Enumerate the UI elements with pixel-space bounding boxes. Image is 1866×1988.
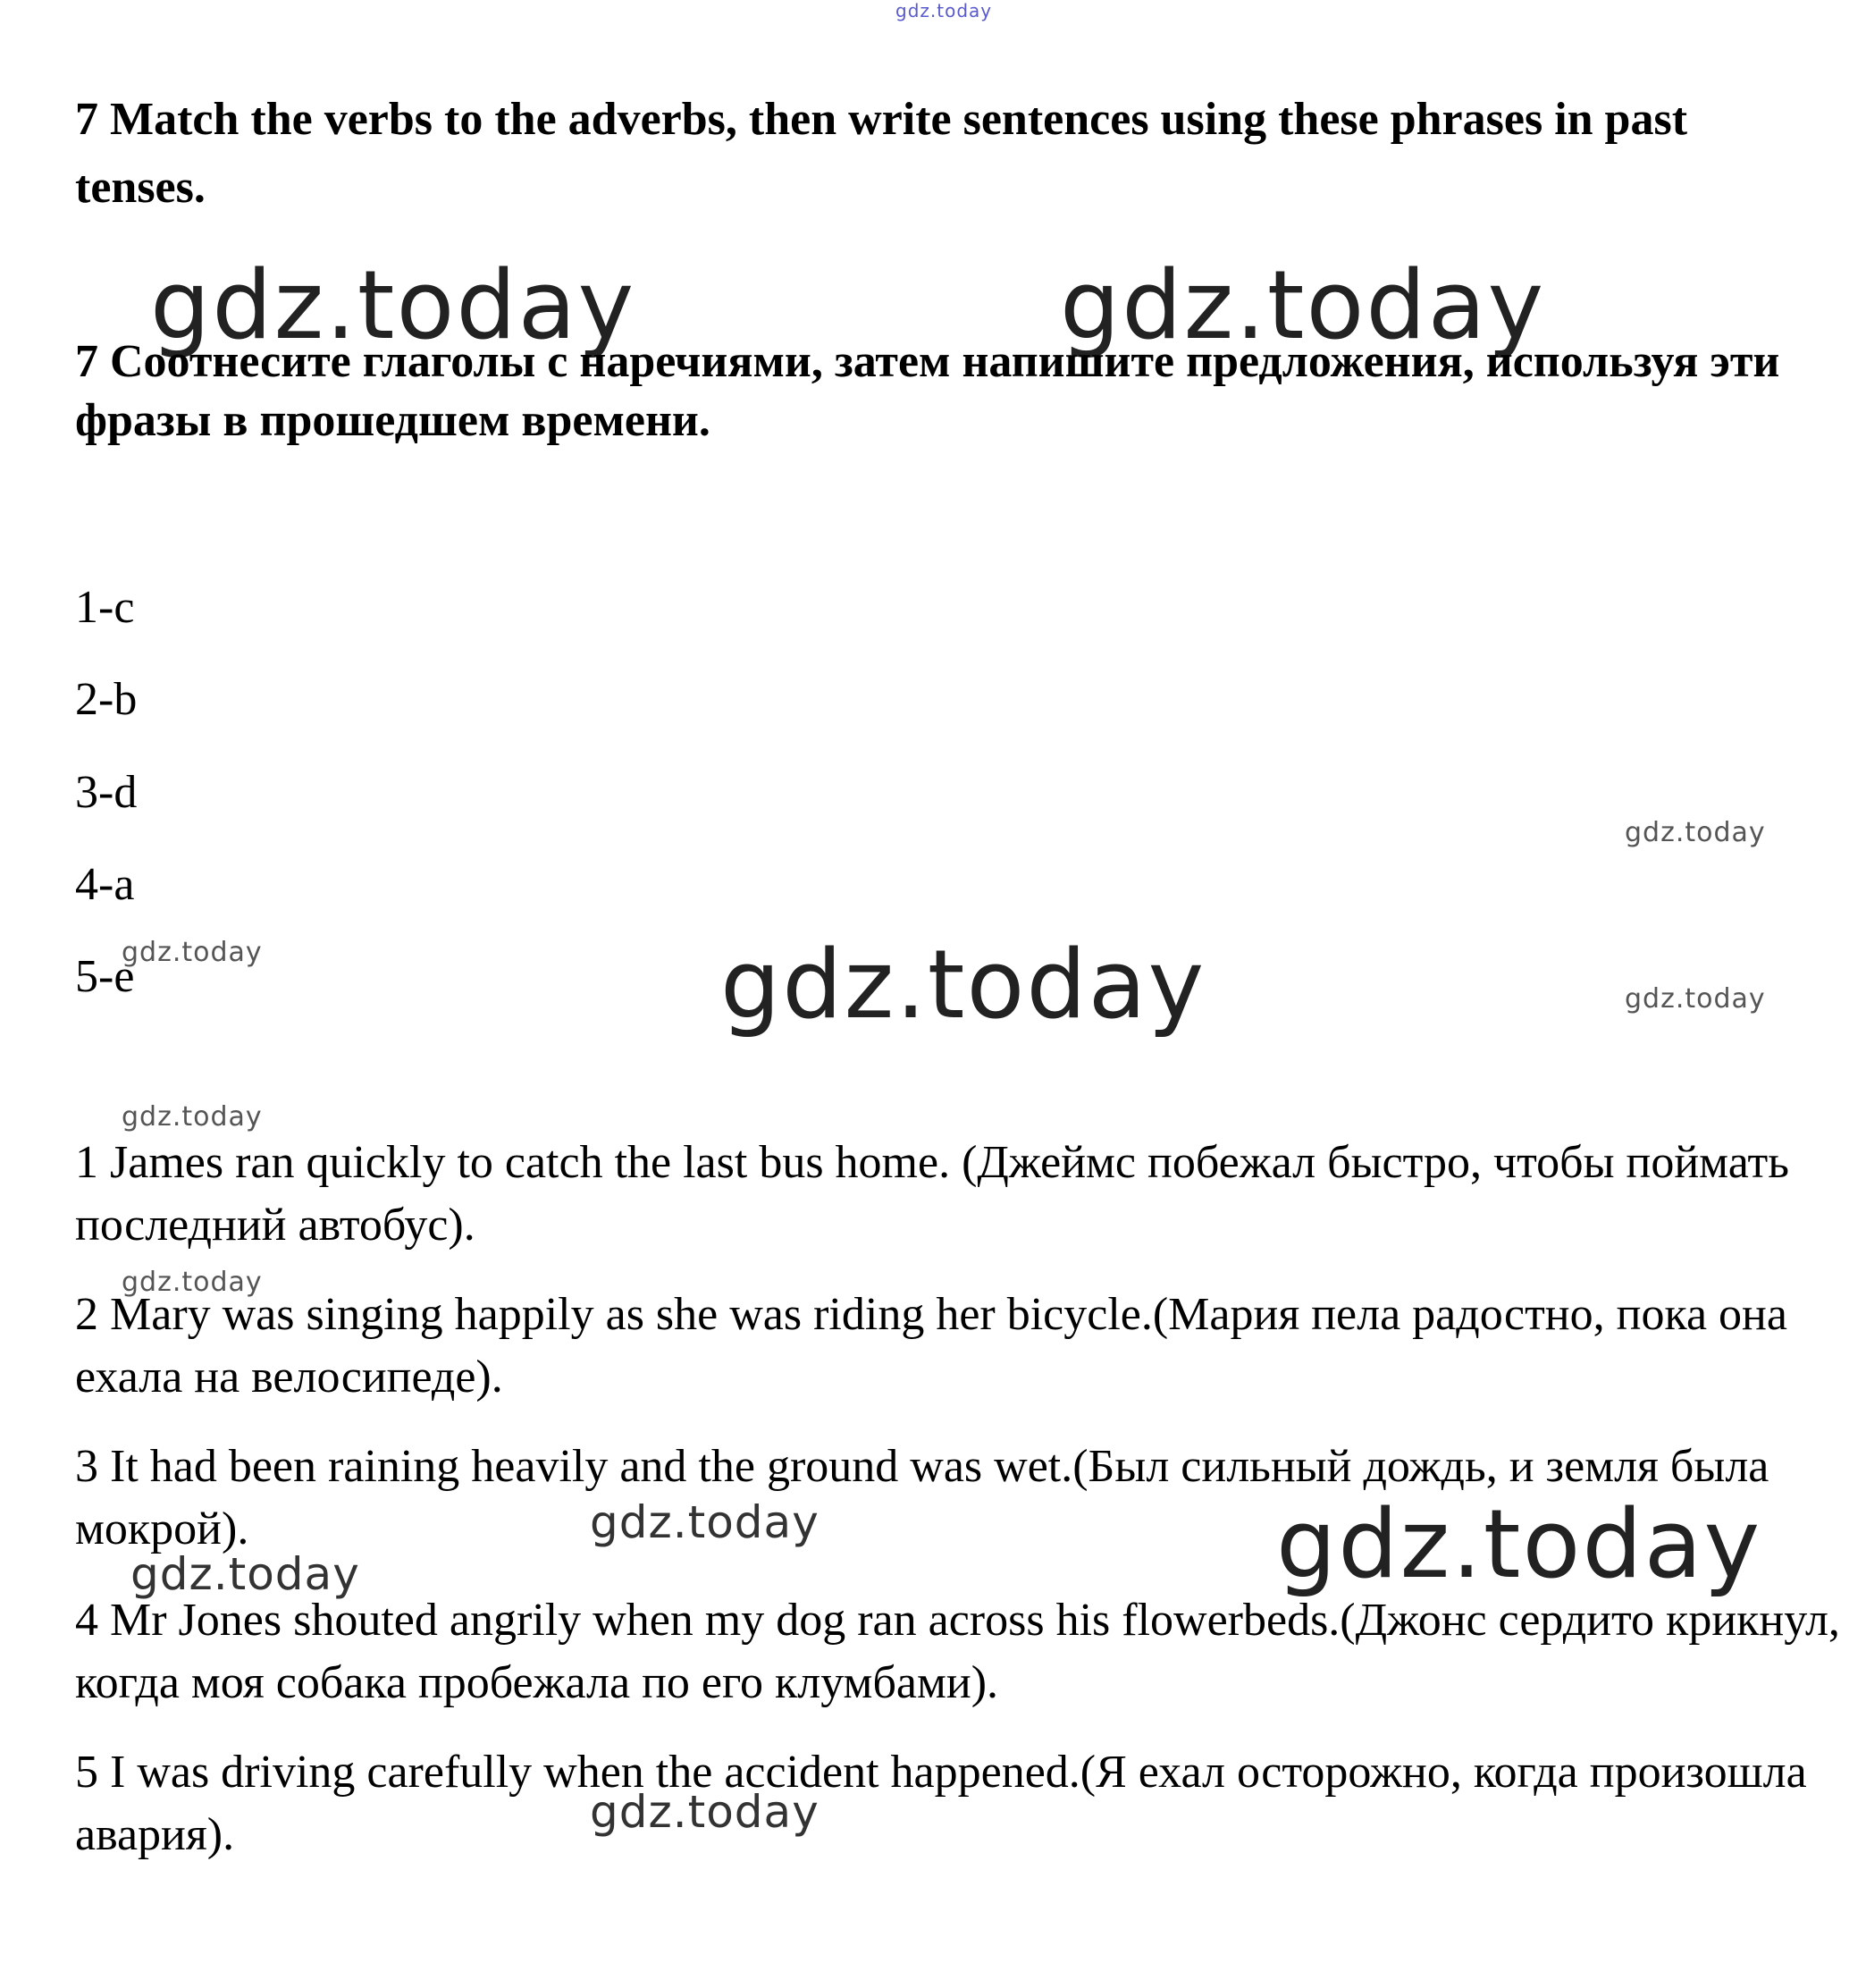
watermark-large: gdz.today bbox=[1060, 250, 1546, 360]
watermark-medium: gdz.today bbox=[130, 1548, 360, 1600]
watermark-small: gdz.today bbox=[1625, 983, 1766, 1015]
watermark-medium: gdz.today bbox=[590, 1786, 820, 1838]
watermark-small: gdz.today bbox=[122, 937, 263, 968]
watermark-small: gdz.today bbox=[1625, 817, 1766, 848]
sentence-1: 1 James ran quickly to catch the last bus home. (Джеймс побежал быстро, чтобы поймать последний автобус). bbox=[75, 1137, 1789, 1251]
watermark-large: gdz.today bbox=[720, 930, 1206, 1040]
sentence-4: 4 Mr Jones shouted angrily when my dog ran across his flowerbeds.(Джонс сердито крикнул, когда моя собака пробежала по его клумбами). bbox=[75, 1595, 1840, 1708]
sentence-2: 2 Mary was singing happily as she was riding her bicycle.(Мария пела радостно, пока она ехала на велосипеде). bbox=[75, 1289, 1787, 1403]
watermark-large: gdz.today bbox=[150, 250, 636, 360]
answer-item: 4-a bbox=[75, 859, 135, 910]
watermark-small: gdz.today bbox=[122, 1101, 263, 1133]
sentence-5: 5 I was driving carefully when the accident happened.(Я ехал осторожно, когда произошла авария). bbox=[75, 1747, 1807, 1860]
top-watermark: gdz.today bbox=[895, 0, 993, 21]
task-heading-en: 7 Match the verbs to the adverbs, then write sentences using these phrases in past tenses. bbox=[75, 94, 1688, 213]
answer-item: 3-d bbox=[75, 767, 138, 818]
sentence-3: 3 It had been raining heavily and the ground was wet.(Был сильный дождь, и земля была мокрой). bbox=[75, 1441, 1769, 1554]
answer-item: 1-c bbox=[75, 582, 135, 633]
watermark-large: gdz.today bbox=[1276, 1489, 1762, 1599]
task-heading-ru: 7 Соотнесите глаголы с наречиями, затем напишите предложения, используя эти фразы в прошедшем времени. bbox=[75, 336, 1780, 446]
answer-item: 5-e bbox=[75, 951, 135, 1002]
watermark-small: gdz.today bbox=[122, 1267, 263, 1298]
answer-item: 2-b bbox=[75, 674, 138, 725]
watermark-medium: gdz.today bbox=[590, 1496, 820, 1548]
